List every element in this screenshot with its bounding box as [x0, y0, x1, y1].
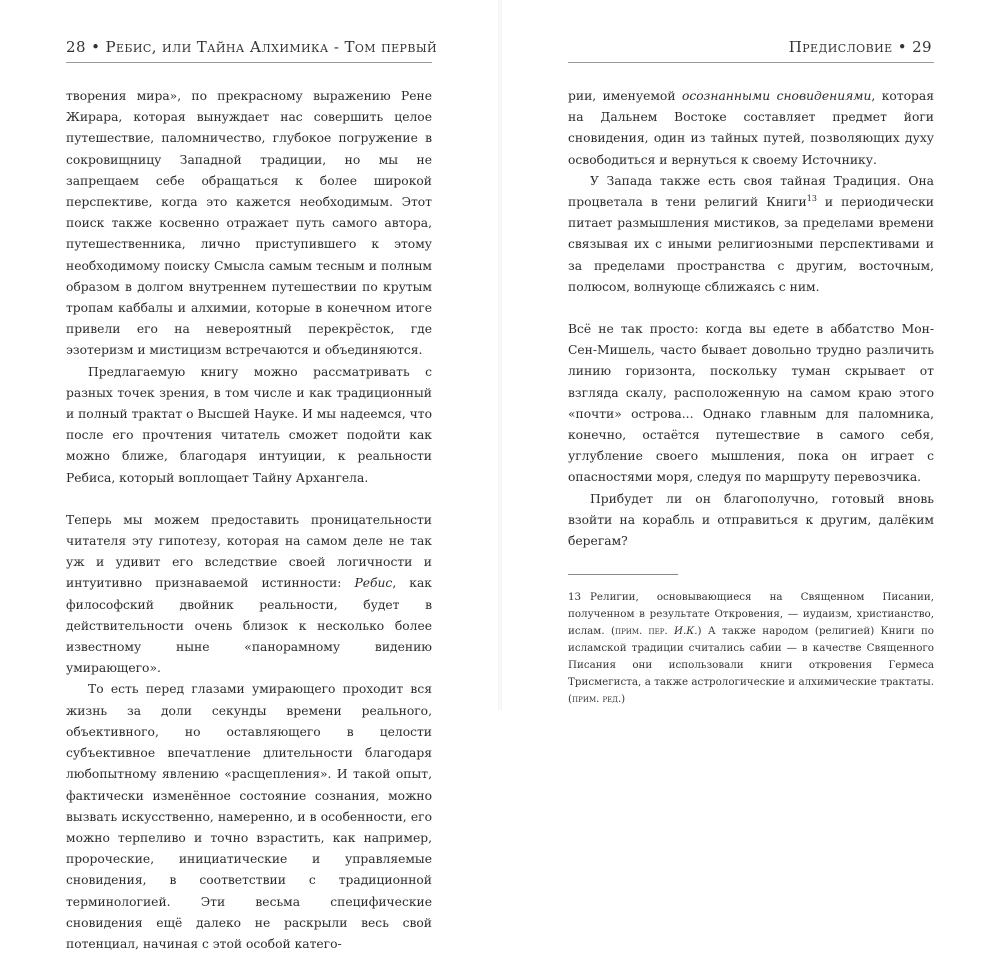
- left-paragraph-2: Предлагаемую книгу можно рассматривать с разных точек зрения, в том числе и как традиционный и полный трактат о Высшей Науке. И мы надеемся, что после его прочтения читатель сможет подойти как можно ближе, благодаря интуиции, к реальности Ребиса, который воплощает Тайну Архангела.: [66, 364, 432, 485]
- footnote-translator-note: прим. пер.: [614, 626, 668, 638]
- left-body-text: [66, 86, 432, 955]
- footnote-reference: 13: [806, 193, 817, 203]
- right-p1-emphasis: осознанными сновидениями: [681, 89, 872, 103]
- footnote-number: 13: [568, 591, 582, 604]
- left-page: [0, 0, 500, 951]
- footnote-editor-note: прим. ред.: [572, 694, 622, 706]
- footnote-text-b: ) А также народом (религией) Книги по исламской традиции считались сабии — в качестве Священного Писания они использовали книги откровения Гермеса Трисмегиста, а также астрологические и алхимические трактаты. (: [568, 625, 934, 706]
- right-paragraph-3: Всё не так просто: когда вы едете в аббатство Мон-Сен-Мишель, часто бывает довольно трудно различить линию горизонта, поскольку туман скрывает от взгляда скалу, расположенную на самом краю этого «почти» острова... Однако главным для паломника, конечно, остаётся путешествие в самого себя, углубление своего мышления, пока он играет с опасностями моря, следуя по маршруту перевозчика.: [568, 322, 934, 485]
- left-header-separator: •: [91, 38, 101, 56]
- left-p3-text-b: , как философский двойник реальности, будет в действительности очень близок к несколько более известному ныне «панорамному видению умирающего».: [66, 576, 432, 676]
- footnote-text-a: Религии, основывающиеся на Священном Писании, полученном в результате Откровения, — иудаизм, христианство, ислам. (: [568, 591, 934, 638]
- right-paragraph-1: [568, 86, 934, 171]
- left-running-head: [66, 38, 437, 56]
- right-header-rule: [568, 62, 934, 63]
- right-p1-text-b: , которая на Дальнем Востоке составляет предмет йоги сновидения, один из тайных путей, позволяющих духу освободиться и вернуться к своему Источнику.: [568, 89, 934, 167]
- left-page-number: 28: [66, 38, 86, 56]
- right-paragraph-4: Прибудет ли он благополучно, готовый вновь взойти на корабль и отправиться к другим, далёким берегам?: [568, 491, 934, 549]
- left-paragraph-3: [66, 510, 432, 680]
- right-running-head: [789, 38, 932, 56]
- right-p2-text-a: У Запада также есть своя тайная Традиция. Она процветала в тени религий Книги: [568, 173, 934, 210]
- right-body-text: [568, 86, 934, 708]
- right-header-separator: •: [897, 38, 907, 56]
- right-page-number: 29: [912, 38, 932, 56]
- footnote: [568, 589, 934, 708]
- left-paragraph-1: творения мира», по прекрасному выражению Рене Жирара, которая вынуждает нас совершить целое путешествие, паломничество, глубокое погружение в сокровищницу Западной традиции, но мы не запрещаем себе обращаться к более широкой перспективе, когда это кажется необходимым. Этот поиск также косвенно отражает путь самого автора, путешественника, лично приступившего к этому необходимому поиску Смысла самым тесным и полным образом в долгом внутреннем путешествии по крутым тропам каббалы и алхимии, которые в конечном итоге привели его на невероятный перекрёсток, где эзотеризм и мистицизм встречаются и объединяются.: [66, 89, 432, 358]
- left-header-title: Ребис, или Тайна Алхимика - Том первый: [105, 38, 438, 56]
- right-header-title: Предисловие: [788, 38, 893, 56]
- footnote-translator-initials: И.К.: [667, 625, 698, 638]
- left-header-rule: [66, 62, 432, 63]
- left-paragraph-4: То есть перед глазами умирающего проходит вся жизнь за доли секунды времени реального, объективного, но оставляющего в целости субъективное впечатление длительности благодаря любопытному явлению «расщепления». И такой опыт, фактически изменённое состояние сознания, можно вызвать искусственно, намеренно, и в особенности, его можно терпеливо и точно взрастить, как например, пророческие, инициатические и управляемые сновидения, в соответствии с традиционной терминологией. Эти весьма специфические сновидения ещё далеко не раскрыли весь свой потенциал, начиная с этой особой катего-: [66, 682, 432, 951]
- right-p2-text-b: и периодически питает размышления мистиков, за пределами времени связывая их с иными религиозными перспективами и за пределами пространства с другим, восточным, полюсом, волнующе сближаясь с ним.: [568, 195, 934, 294]
- right-page: [500, 0, 1000, 710]
- right-paragraph-2: [568, 171, 934, 298]
- right-p1-text-a: рии, именуемой: [568, 89, 682, 103]
- left-p3-emphasis: Ребис: [354, 576, 393, 591]
- footnote-rule: [568, 574, 678, 575]
- footnote-text-c: ): [621, 693, 626, 706]
- left-p3-text-a: Теперь мы можем предоставить проницательности читателя эту гипотезу, которая на самом деле не так уж и удивит его вследствие своей логичности и интуитивно признаваемой истинности:: [66, 512, 432, 591]
